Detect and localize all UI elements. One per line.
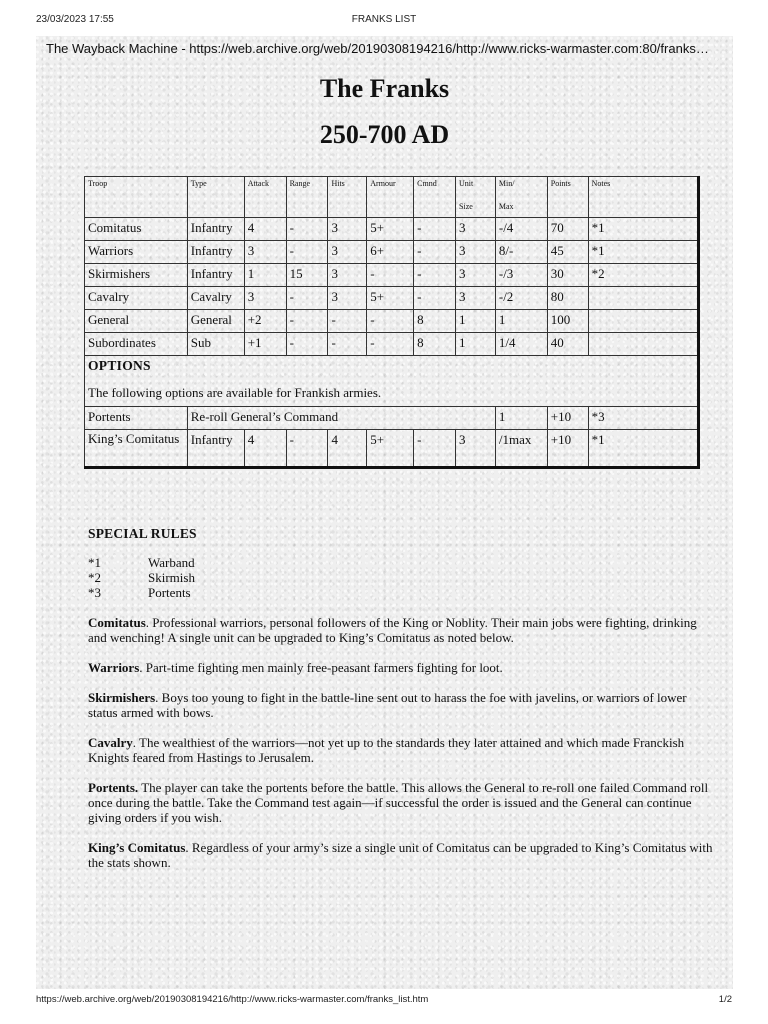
header-notes: Notes	[588, 177, 698, 218]
cell-unit-size: 3	[456, 430, 496, 468]
options-heading: OPTIONS	[88, 358, 151, 373]
header-type: Type	[187, 177, 244, 218]
rule-term: Portents.	[88, 780, 139, 795]
cell-hits: 4	[328, 430, 367, 468]
cell-notes: *1	[588, 430, 698, 468]
cell-type: Infantry	[187, 264, 244, 287]
cell-unit-size: 1	[456, 333, 496, 356]
header-min-max: Min/ Max	[495, 177, 547, 218]
rule-term: Skirmishers	[88, 690, 156, 705]
cell-cmnd: -	[414, 241, 456, 264]
cell-cmnd: 8	[414, 310, 456, 333]
cell-points: 40	[547, 333, 588, 356]
cell-points: 100	[547, 310, 588, 333]
print-header	[0, 14, 768, 30]
cell-min-max: -/3	[495, 264, 547, 287]
cell-armour: -	[367, 333, 414, 356]
cell-notes: *1	[588, 241, 698, 264]
cell-cmnd: -	[414, 218, 456, 241]
rule-paragraph	[88, 690, 718, 720]
cell-range: -	[286, 430, 328, 468]
cell-attack: 1	[244, 264, 286, 287]
page-content	[36, 36, 733, 989]
cell-range: -	[286, 218, 328, 241]
cell-attack: 3	[244, 287, 286, 310]
cell-description: Re-roll General’s Command	[187, 407, 495, 430]
cell-attack: +2	[244, 310, 286, 333]
cell-attack: +1	[244, 333, 286, 356]
rule-code: *2	[88, 570, 101, 585]
cell-unit-size: 3	[456, 287, 496, 310]
cell-cmnd: -	[414, 287, 456, 310]
cell-attack: 3	[244, 241, 286, 264]
cell-points: +10	[547, 407, 588, 430]
cell-points: 30	[547, 264, 588, 287]
cell-min-max: 1	[495, 407, 547, 430]
cell-troop: General	[85, 310, 188, 333]
cell-troop: Warriors	[85, 241, 188, 264]
cell-attack: 4	[244, 218, 286, 241]
rule-key	[88, 585, 718, 600]
cell-troop: King’s Comitatus	[85, 430, 188, 468]
cell-attack: 4	[244, 430, 286, 468]
rule-code: *3	[88, 585, 101, 600]
cell-type: Infantry	[187, 430, 244, 468]
header-troop: Troop	[85, 177, 188, 218]
rule-paragraph	[88, 780, 718, 825]
print-timestamp: 23/03/2023 17:55	[36, 14, 114, 25]
cell-armour: 5+	[367, 430, 414, 468]
cell-range: -	[286, 241, 328, 264]
rule-paragraph	[88, 735, 718, 765]
cell-min-max: 8/-	[495, 241, 547, 264]
cell-min-max: /1max	[495, 430, 547, 468]
table-row	[85, 218, 699, 241]
cell-armour: -	[367, 264, 414, 287]
cell-hits: 3	[328, 241, 367, 264]
cell-cmnd: 8	[414, 333, 456, 356]
cell-notes: *3	[588, 407, 698, 430]
cell-range: 15	[286, 264, 328, 287]
cell-min-max: 1/4	[495, 333, 547, 356]
rule-term: King’s Comitatus	[88, 840, 186, 855]
rule-name: Warband	[148, 555, 195, 570]
cell-notes	[588, 333, 698, 356]
cell-hits: 3	[328, 218, 367, 241]
rule-text: The player can take the portents before the battle. This allows the General to re-roll one failed Command roll once during the battle. Take the Command test again—if successful the order is issued and the General can continue giving orders if you wish.	[88, 780, 709, 825]
cell-points: 45	[547, 241, 588, 264]
page-number: 1/2	[718, 994, 732, 1005]
table-row-portents	[85, 407, 699, 430]
rule-text: . The wealthiest of the warriors—not yet up to the standards they later attained and which made Franckish Knights feared from Hastings to Jerusalem.	[88, 735, 685, 765]
cell-hits: -	[328, 333, 367, 356]
cell-cmnd: -	[414, 264, 456, 287]
table-row-kings-comitatus	[85, 430, 699, 468]
cell-troop: Skirmishers	[85, 264, 188, 287]
rule-term: Comitatus	[88, 615, 146, 630]
cell-hits: 3	[328, 264, 367, 287]
cell-range: -	[286, 310, 328, 333]
cell-range: -	[286, 333, 328, 356]
cell-range: -	[286, 287, 328, 310]
wayback-banner[interactable]: The Wayback Machine - https://web.archive.org/web/20190308194216/http://www.ricks-warmaster.com:80/franks…	[46, 41, 709, 56]
print-title: FRANKS LIST	[351, 14, 417, 25]
print-footer	[0, 994, 768, 1010]
cell-type: Sub	[187, 333, 244, 356]
page-title: The Franks	[319, 74, 450, 103]
cell-troop: Subordinates	[85, 333, 188, 356]
cell-armour: 5+	[367, 218, 414, 241]
header-range: Range	[286, 177, 328, 218]
options-row	[85, 356, 699, 407]
rule-text: . Professional warriors, personal followers of the King or Noblity. Their main jobs were fighting, drinking and wenching! A single unit can be upgraded to King’s Comitatus as noted below.	[88, 615, 697, 645]
special-rules-section	[88, 526, 718, 870]
cell-hits: -	[328, 310, 367, 333]
special-rules-heading: SPECIAL RULES	[88, 526, 197, 541]
header-points: Points	[547, 177, 588, 218]
troop-table	[84, 176, 700, 469]
rule-name: Skirmish	[148, 570, 195, 585]
rule-text: . Part-time fighting men mainly free-peasant farmers fighting for loot.	[139, 660, 503, 675]
cell-notes: *1	[588, 218, 698, 241]
rule-term: Cavalry	[88, 735, 133, 750]
cell-armour: 5+	[367, 287, 414, 310]
rule-key	[88, 555, 718, 570]
table-row	[85, 310, 699, 333]
options-description: The following options are available for Frankish armies.	[88, 385, 382, 400]
cell-notes	[588, 310, 698, 333]
cell-type: Infantry	[187, 241, 244, 264]
cell-points: +10	[547, 430, 588, 468]
rule-key	[88, 570, 718, 585]
table-row	[85, 333, 699, 356]
cell-type: General	[187, 310, 244, 333]
cell-hits: 3	[328, 287, 367, 310]
cell-cmnd: -	[414, 430, 456, 468]
cell-min-max: -/2	[495, 287, 547, 310]
rule-text: . Boys too young to fight in the battle-line sent out to harass the foe with javelins, or warriors of lower status armed with bows.	[88, 690, 687, 720]
cell-unit-size: 3	[456, 241, 496, 264]
cell-troop: Cavalry	[85, 287, 188, 310]
options-cell	[85, 356, 699, 407]
table-row	[85, 264, 699, 287]
cell-unit-size: 3	[456, 218, 496, 241]
cell-min-max: 1	[495, 310, 547, 333]
header-hits: Hits	[328, 177, 367, 218]
table-header-row	[85, 177, 699, 218]
cell-type: Cavalry	[187, 287, 244, 310]
cell-points: 80	[547, 287, 588, 310]
rule-text: . Regardless of your army’s size a single unit of Comitatus can be upgraded to King’s Comitatus with the stats shown.	[88, 840, 713, 870]
table-row	[85, 241, 699, 264]
header-unit-size: Unit Size	[456, 177, 496, 218]
cell-unit-size: 3	[456, 264, 496, 287]
rule-paragraph	[88, 840, 718, 870]
header-attack: Attack	[244, 177, 286, 218]
cell-unit-size: 1	[456, 310, 496, 333]
page-subtitle: 250-700 AD	[319, 120, 450, 149]
cell-type: Infantry	[187, 218, 244, 241]
table-row	[85, 287, 699, 310]
header-cmnd: Cmnd	[414, 177, 456, 218]
cell-notes: *2	[588, 264, 698, 287]
cell-armour: 6+	[367, 241, 414, 264]
header-armour: Armour	[367, 177, 414, 218]
rule-paragraph	[88, 615, 718, 645]
cell-notes	[588, 287, 698, 310]
rule-term: Warriors	[88, 660, 140, 675]
cell-troop: Comitatus	[85, 218, 188, 241]
rule-name: Portents	[148, 585, 191, 600]
print-footer-url: https://web.archive.org/web/20190308194216/http://www.ricks-warmaster.com/franks_list.htm	[36, 994, 429, 1005]
rule-code: *1	[88, 555, 101, 570]
cell-armour: -	[367, 310, 414, 333]
cell-troop: Portents	[85, 407, 188, 430]
cell-min-max: -/4	[495, 218, 547, 241]
cell-points: 70	[547, 218, 588, 241]
rule-paragraph	[88, 660, 718, 675]
